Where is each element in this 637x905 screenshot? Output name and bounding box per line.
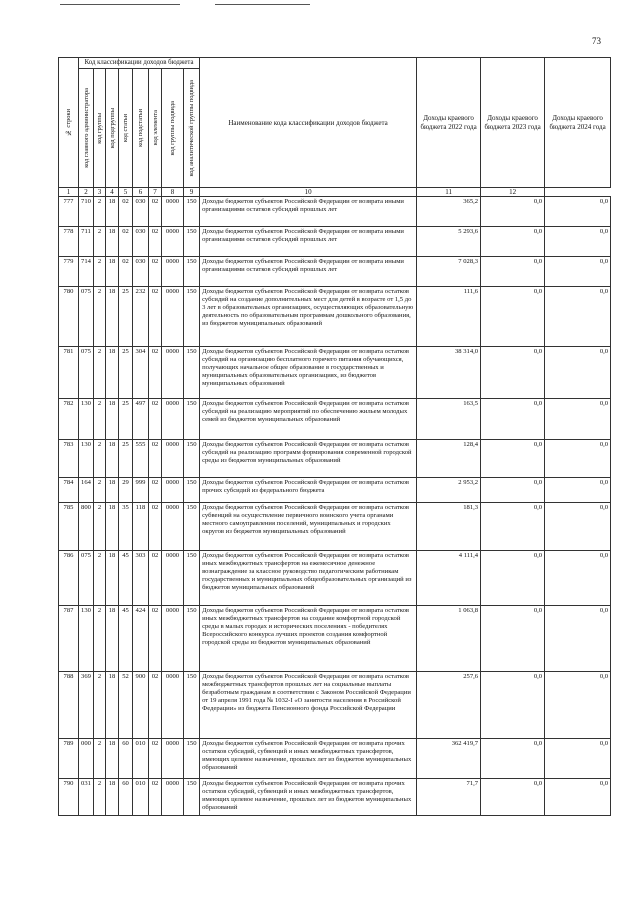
row-number: 778 bbox=[59, 227, 79, 257]
code-cell: 02 bbox=[149, 440, 162, 478]
value-2022: 5 293,6 bbox=[417, 227, 481, 257]
page-number: 73 bbox=[592, 36, 601, 46]
value-2022: 2 953,2 bbox=[417, 478, 481, 503]
table-row bbox=[59, 227, 611, 257]
code-cell: 18 bbox=[106, 739, 119, 779]
code-cell: 711 bbox=[79, 227, 94, 257]
code-cell: 150 bbox=[184, 347, 200, 399]
value-2023: 0,0 bbox=[481, 440, 545, 478]
row-number: 788 bbox=[59, 672, 79, 739]
revenue-name: Доходы бюджетов субъектов Российской Федерации от возврата иными организациями остатков субсидий прошлых лет bbox=[200, 227, 417, 257]
col-number: 7 bbox=[149, 188, 162, 197]
revenue-name: Доходы бюджетов субъектов Российской Федерации от возврата остатков субсидий на создание дополнительных мест для детей в возрасте от 1,5 до 3 лет в образовательных организациях, осуществляющих образовательную деятельность по образовательным программам дошкольного образования, из бюджетов муниципальных образований bbox=[200, 287, 417, 347]
header-code-group-col: код группы bbox=[94, 69, 106, 188]
table-row bbox=[59, 672, 611, 739]
code-cell: 130 bbox=[79, 606, 94, 672]
code-cell: 030 bbox=[133, 257, 149, 287]
value-2022: 4 111,4 bbox=[417, 551, 481, 606]
row-number: 786 bbox=[59, 551, 79, 606]
code-cell: 0000 bbox=[162, 227, 184, 257]
code-cell: 0000 bbox=[162, 440, 184, 478]
code-cell: 18 bbox=[106, 503, 119, 551]
code-cell: 0000 bbox=[162, 347, 184, 399]
code-cell: 02 bbox=[149, 551, 162, 606]
row-number: 777 bbox=[59, 197, 79, 227]
code-cell: 150 bbox=[184, 440, 200, 478]
header-code-subgroup: код подгруппы bbox=[106, 69, 119, 188]
row-number: 780 bbox=[59, 287, 79, 347]
revenue-name: Доходы бюджетов субъектов Российской Федерации от возврата остатков иных межбюджетных трансфертов на создание комфортной городской среды в малых городах и исторических поселениях - победителях Всероссийского конкурса лучших проектов создания комфортной городской среды из бюджетов муниципальных образований bbox=[200, 606, 417, 672]
code-cell: 02 bbox=[149, 503, 162, 551]
code-cell: 52 bbox=[119, 672, 133, 739]
code-cell: 150 bbox=[184, 779, 200, 816]
col-number: 4 bbox=[106, 188, 119, 197]
code-cell: 2 bbox=[94, 227, 106, 257]
table-row bbox=[59, 779, 611, 816]
code-cell: 2 bbox=[94, 197, 106, 227]
code-cell: 18 bbox=[106, 399, 119, 440]
code-cell: 02 bbox=[149, 399, 162, 440]
code-cell: 02 bbox=[149, 227, 162, 257]
value-2024: 0,0 bbox=[545, 227, 611, 257]
top-rule bbox=[60, 4, 180, 5]
col-number: 11 bbox=[417, 188, 481, 197]
code-cell: 150 bbox=[184, 399, 200, 440]
code-cell: 150 bbox=[184, 672, 200, 739]
value-2023: 0,0 bbox=[481, 551, 545, 606]
header-code-admin: код главного администратора bbox=[79, 69, 94, 188]
header-year-2022: Доходы краевого бюджета 2022 года bbox=[417, 58, 481, 188]
code-cell: 18 bbox=[106, 347, 119, 399]
code-cell: 0000 bbox=[162, 399, 184, 440]
code-cell: 150 bbox=[184, 551, 200, 606]
code-cell: 0000 bbox=[162, 551, 184, 606]
code-cell: 2 bbox=[94, 672, 106, 739]
revenue-name: Доходы бюджетов субъектов Российской Федерации от возврата остатков субвенций на осуществление первичного воинского учета органами местного самоуправления поселений, муниципальных и городских округов из бюджетов муниципальных образований bbox=[200, 503, 417, 551]
revenue-name: Доходы бюджетов субъектов Российской Федерации от возврата иными организациями остатков субсидий прошлых лет bbox=[200, 257, 417, 287]
value-2023: 0,0 bbox=[481, 739, 545, 779]
code-cell: 0000 bbox=[162, 287, 184, 347]
code-cell: 18 bbox=[106, 779, 119, 816]
code-cell: 0000 bbox=[162, 606, 184, 672]
value-2024: 0,0 bbox=[545, 503, 611, 551]
column-number-row bbox=[59, 188, 611, 197]
code-cell: 0000 bbox=[162, 478, 184, 503]
code-cell: 18 bbox=[106, 287, 119, 347]
code-cell: 18 bbox=[106, 257, 119, 287]
code-cell: 2 bbox=[94, 440, 106, 478]
value-2024: 0,0 bbox=[545, 551, 611, 606]
col-number: 1 bbox=[59, 188, 79, 197]
row-number: 779 bbox=[59, 257, 79, 287]
code-cell: 150 bbox=[184, 478, 200, 503]
code-cell: 02 bbox=[149, 779, 162, 816]
table-row bbox=[59, 197, 611, 227]
col-number: 12 bbox=[481, 188, 545, 197]
value-2022: 362 419,7 bbox=[417, 739, 481, 779]
code-cell: 02 bbox=[149, 347, 162, 399]
code-cell: 02 bbox=[119, 227, 133, 257]
code-cell: 030 bbox=[133, 197, 149, 227]
code-cell: 150 bbox=[184, 606, 200, 672]
code-cell: 999 bbox=[133, 478, 149, 503]
code-cell: 02 bbox=[149, 739, 162, 779]
col-number: 8 bbox=[162, 188, 184, 197]
table-row bbox=[59, 257, 611, 287]
col-number: 9 bbox=[184, 188, 200, 197]
revenue-name: Доходы бюджетов субъектов Российской Федерации от возврата иными организациями остатков субсидий прошлых лет bbox=[200, 197, 417, 227]
code-cell: 497 bbox=[133, 399, 149, 440]
header-name: Наименование кода классификации доходов бюджета bbox=[200, 58, 417, 188]
code-cell: 150 bbox=[184, 739, 200, 779]
value-2023: 0,0 bbox=[481, 672, 545, 739]
table-row bbox=[59, 440, 611, 478]
table-row bbox=[59, 551, 611, 606]
code-cell: 18 bbox=[106, 227, 119, 257]
code-cell: 075 bbox=[79, 347, 94, 399]
header-row-no: № строки bbox=[59, 58, 79, 188]
code-cell: 075 bbox=[79, 551, 94, 606]
code-cell: 02 bbox=[149, 606, 162, 672]
code-cell: 150 bbox=[184, 197, 200, 227]
col-number: 10 bbox=[200, 188, 417, 197]
code-cell: 18 bbox=[106, 606, 119, 672]
code-cell: 02 bbox=[149, 478, 162, 503]
value-2022: 7 028,3 bbox=[417, 257, 481, 287]
value-2022: 257,6 bbox=[417, 672, 481, 739]
code-cell: 02 bbox=[149, 287, 162, 347]
revenue-name: Доходы бюджетов субъектов Российской Федерации от возврата прочих остатков субсидий, субвенций и иных межбюджетных трансфертов, имеющих целевое назначение, прошлых лет из бюджетов муниципальных образований bbox=[200, 779, 417, 816]
code-cell: 2 bbox=[94, 551, 106, 606]
code-cell: 2 bbox=[94, 503, 106, 551]
header-code-article: код статьи bbox=[119, 69, 133, 188]
value-2023: 0,0 bbox=[481, 399, 545, 440]
code-cell: 2 bbox=[94, 347, 106, 399]
table-row bbox=[59, 347, 611, 399]
value-2022: 181,3 bbox=[417, 503, 481, 551]
code-cell: 0000 bbox=[162, 779, 184, 816]
col-number: 2 bbox=[79, 188, 94, 197]
table-row bbox=[59, 503, 611, 551]
value-2023: 0,0 bbox=[481, 779, 545, 816]
value-2024: 0,0 bbox=[545, 197, 611, 227]
row-number: 787 bbox=[59, 606, 79, 672]
row-number: 785 bbox=[59, 503, 79, 551]
code-cell: 02 bbox=[149, 672, 162, 739]
code-cell: 18 bbox=[106, 197, 119, 227]
col-number: 6 bbox=[133, 188, 149, 197]
code-cell: 075 bbox=[79, 287, 94, 347]
revenue-name: Доходы бюджетов субъектов Российской Федерации от возврата остатков субсидий на реализацию программ формирования современной городской среды из бюджетов муниципальных образований bbox=[200, 440, 417, 478]
revenue-name: Доходы бюджетов субъектов Российской Федерации от возврата остатков прочих субсидий из федерального бюджета bbox=[200, 478, 417, 503]
code-cell: 29 bbox=[119, 478, 133, 503]
code-cell: 0000 bbox=[162, 739, 184, 779]
value-2023: 0,0 bbox=[481, 478, 545, 503]
code-cell: 0000 bbox=[162, 257, 184, 287]
code-cell: 35 bbox=[119, 503, 133, 551]
revenue-name: Доходы бюджетов субъектов Российской Федерации от возврата остатков иных межбюджетных трансфертов на ежемесячное денежное вознаграждение за классное руководство педагогическим работникам государственных и муниципальных общеобразовательных организаций из бюджетов муниципальных образований bbox=[200, 551, 417, 606]
code-cell: 2 bbox=[94, 399, 106, 440]
value-2024: 0,0 bbox=[545, 399, 611, 440]
value-2022: 1 063,8 bbox=[417, 606, 481, 672]
value-2022: 71,7 bbox=[417, 779, 481, 816]
header-code-analytic-group: код аналитической группы подвида bbox=[184, 69, 200, 188]
value-2024: 0,0 bbox=[545, 478, 611, 503]
code-cell: 150 bbox=[184, 227, 200, 257]
code-cell: 304 bbox=[133, 347, 149, 399]
code-cell: 555 bbox=[133, 440, 149, 478]
code-cell: 25 bbox=[119, 287, 133, 347]
code-cell: 800 bbox=[79, 503, 94, 551]
code-cell: 25 bbox=[119, 347, 133, 399]
code-cell: 424 bbox=[133, 606, 149, 672]
value-2023: 0,0 bbox=[481, 503, 545, 551]
header-code-subarticle: код подстатьи bbox=[133, 69, 149, 188]
code-cell: 714 bbox=[79, 257, 94, 287]
value-2022: 111,6 bbox=[417, 287, 481, 347]
code-cell: 2 bbox=[94, 257, 106, 287]
code-cell: 0000 bbox=[162, 197, 184, 227]
code-cell: 150 bbox=[184, 287, 200, 347]
code-cell: 2 bbox=[94, 779, 106, 816]
code-cell: 18 bbox=[106, 551, 119, 606]
value-2023: 0,0 bbox=[481, 606, 545, 672]
header-year-2023: Доходы краевого бюджета 2023 года bbox=[481, 58, 545, 188]
code-cell: 60 bbox=[119, 739, 133, 779]
revenue-name: Доходы бюджетов субъектов Российской Федерации от возврата остатков межбюджетных трансфертов прошлых лет на социальные выплаты безработным гражданам в соответствии с Законом Российской Федерации от 19 апреля 1991 года № 1032-I «О занятости населения в Российской Федерации» из бюджета Пенсионного фонда Российской Федерации bbox=[200, 672, 417, 739]
code-cell: 45 bbox=[119, 551, 133, 606]
table-row bbox=[59, 606, 611, 672]
code-cell: 030 bbox=[133, 227, 149, 257]
row-number: 783 bbox=[59, 440, 79, 478]
value-2024: 0,0 bbox=[545, 440, 611, 478]
code-cell: 0000 bbox=[162, 503, 184, 551]
code-cell: 369 bbox=[79, 672, 94, 739]
header-year-2024: Доходы краевого бюджета 2024 года bbox=[545, 58, 611, 188]
code-cell: 303 bbox=[133, 551, 149, 606]
value-2023: 0,0 bbox=[481, 347, 545, 399]
value-2023: 0,0 bbox=[481, 257, 545, 287]
revenue-table bbox=[58, 57, 611, 816]
code-cell: 02 bbox=[119, 197, 133, 227]
code-cell: 232 bbox=[133, 287, 149, 347]
code-cell: 18 bbox=[106, 478, 119, 503]
code-cell: 0000 bbox=[162, 672, 184, 739]
row-number: 790 bbox=[59, 779, 79, 816]
row-number: 781 bbox=[59, 347, 79, 399]
header-code-element: код элемента bbox=[149, 69, 162, 188]
value-2022: 365,2 bbox=[417, 197, 481, 227]
value-2024: 0,0 bbox=[545, 779, 611, 816]
code-cell: 130 bbox=[79, 399, 94, 440]
row-number: 784 bbox=[59, 478, 79, 503]
value-2022: 38 314,0 bbox=[417, 347, 481, 399]
code-cell: 010 bbox=[133, 739, 149, 779]
revenue-name: Доходы бюджетов субъектов Российской Федерации от возврата остатков субсидий на реализацию мероприятий по обеспечению жильем молодых семей из бюджетов муниципальных образований bbox=[200, 399, 417, 440]
code-cell: 150 bbox=[184, 503, 200, 551]
row-number: 789 bbox=[59, 739, 79, 779]
value-2023: 0,0 bbox=[481, 287, 545, 347]
code-cell: 2 bbox=[94, 739, 106, 779]
value-2024: 0,0 bbox=[545, 739, 611, 779]
code-cell: 031 bbox=[79, 779, 94, 816]
header-code-group: Код классификации доходов бюджета bbox=[79, 58, 200, 69]
table-row bbox=[59, 739, 611, 779]
code-cell: 2 bbox=[94, 478, 106, 503]
code-cell: 000 bbox=[79, 739, 94, 779]
code-cell: 2 bbox=[94, 287, 106, 347]
value-2023: 0,0 bbox=[481, 197, 545, 227]
code-cell: 02 bbox=[119, 257, 133, 287]
code-cell: 18 bbox=[106, 672, 119, 739]
code-cell: 25 bbox=[119, 399, 133, 440]
code-cell: 150 bbox=[184, 257, 200, 287]
table-row bbox=[59, 399, 611, 440]
value-2024: 0,0 bbox=[545, 606, 611, 672]
revenue-name: Доходы бюджетов субъектов Российской Федерации от возврата прочих остатков субсидий, субвенций и иных межбюджетных трансфертов, имеющих целевое назначение, прошлых лет из бюджетов муниципальных образований bbox=[200, 739, 417, 779]
col-number: 5 bbox=[119, 188, 133, 197]
value-2024: 0,0 bbox=[545, 672, 611, 739]
code-cell: 710 bbox=[79, 197, 94, 227]
col-number: 3 bbox=[94, 188, 106, 197]
code-cell: 02 bbox=[149, 197, 162, 227]
code-cell: 130 bbox=[79, 440, 94, 478]
table-row bbox=[59, 287, 611, 347]
table-row bbox=[59, 478, 611, 503]
code-cell: 45 bbox=[119, 606, 133, 672]
value-2022: 128,4 bbox=[417, 440, 481, 478]
code-cell: 18 bbox=[106, 440, 119, 478]
value-2024: 0,0 bbox=[545, 287, 611, 347]
value-2023: 0,0 bbox=[481, 227, 545, 257]
value-2022: 163,5 bbox=[417, 399, 481, 440]
header-code-subtype-group: код группы подвида bbox=[162, 69, 184, 188]
revenue-name: Доходы бюджетов субъектов Российской Федерации от возврата остатков субсидий на организацию бесплатного горячего питания обучающихся, получающих начальное общее образование в государственных и муниципальных образовательных организациях, из бюджетов муниципальных образований bbox=[200, 347, 417, 399]
value-2024: 0,0 bbox=[545, 257, 611, 287]
code-cell: 118 bbox=[133, 503, 149, 551]
row-number: 782 bbox=[59, 399, 79, 440]
code-cell: 900 bbox=[133, 672, 149, 739]
code-cell: 2 bbox=[94, 606, 106, 672]
value-2024: 0,0 bbox=[545, 347, 611, 399]
code-cell: 02 bbox=[149, 257, 162, 287]
code-cell: 164 bbox=[79, 478, 94, 503]
code-cell: 010 bbox=[133, 779, 149, 816]
code-cell: 25 bbox=[119, 440, 133, 478]
code-cell: 60 bbox=[119, 779, 133, 816]
top-rule bbox=[215, 4, 310, 5]
